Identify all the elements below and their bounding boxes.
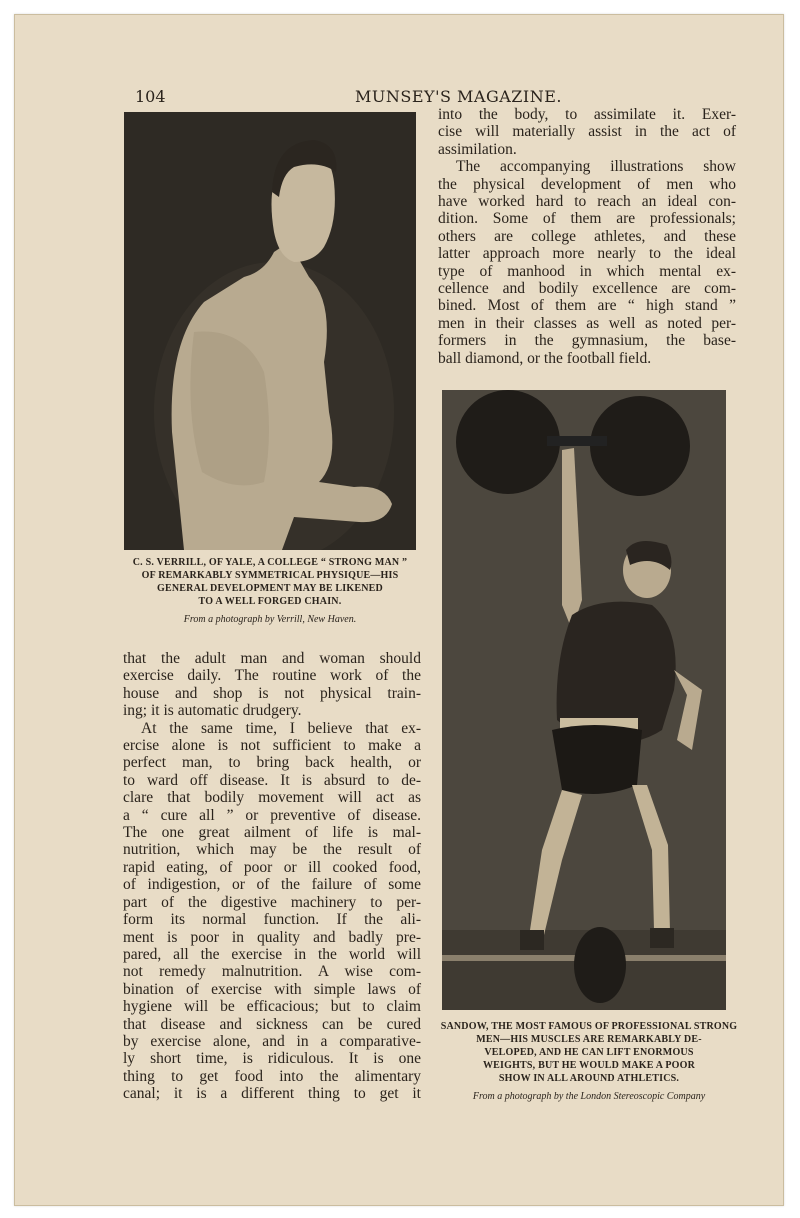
text-line: ly short time, is ridiculous. It is one [123, 1050, 421, 1068]
right-column-text [438, 106, 736, 367]
text-line: ball diamond, or the football field. [438, 349, 652, 367]
text-line: dition. Some of them are professionals; [438, 210, 736, 228]
text-line: rapid eating, of poor or ill cooked food, [123, 858, 421, 876]
text-line: cellence and bodily excellence are com- [438, 280, 736, 298]
verrill-photograph [124, 112, 416, 550]
text-line: ing; it is automatic drudgery. [123, 702, 302, 720]
text-line: perfect man, to bring back health, or [123, 754, 421, 772]
caption-line: SANDOW, THE MOST FAMOUS OF PROFESSIONAL STRONG [440, 1021, 738, 1032]
text-line: canal; it is a different thing to get it [123, 1085, 421, 1103]
text-line: not remedy malnutrition. A wise com- [123, 963, 421, 981]
photo-credit: From a photograph by Verrill, New Haven. [183, 614, 357, 625]
caption-line: C. S. VERRILL, OF YALE, A COLLEGE “ STRONG MAN ” [132, 557, 408, 568]
text-line: clare that bodily movement will act as [123, 789, 421, 807]
text-line: men in their classes as well as noted per- [438, 314, 736, 332]
text-line: form its normal function. If the ali- [123, 911, 421, 929]
text-line: The one great ailment of life is mal- [123, 824, 421, 842]
text-line: of indigestion, or of the failure of some [123, 876, 421, 894]
text-line: part of the digestive machinery to per- [123, 893, 421, 911]
caption-line: TO A WELL FORGED CHAIN. [198, 596, 342, 607]
text-line: formers in the gymnasium, the base- [438, 332, 736, 350]
text-line: The accompanying illustrations show [456, 158, 736, 176]
text-line: cise will materially assist in the act of [438, 123, 736, 141]
caption-line: VELOPED, AND HE CAN LIFT ENORMOUS [484, 1047, 694, 1058]
text-line: pared, all the exercise in the world will [123, 945, 421, 963]
text-line: have worked hard to reach an ideal con- [438, 193, 736, 211]
text-line: a “ cure all ” or preventive of disease. [123, 806, 421, 824]
text-line: nutrition, which may be the result of [123, 841, 421, 859]
text-line: ercise alone is not sufficient to make a [123, 737, 421, 755]
photo-credit: From a photograph by the London Stereoscopic Company [472, 1091, 706, 1102]
text-line: into the body, to assimilate it. Exer- [438, 106, 736, 123]
left-column-text [123, 650, 421, 1103]
caption-line: OF REMARKABLY SYMMETRICAL PHYSIQUE—HIS [141, 570, 399, 581]
sandow-photograph [442, 390, 726, 1010]
magazine-title: MUNSEY'S MAGAZINE. [355, 87, 562, 106]
text-line: At the same time, I believe that ex- [141, 719, 421, 737]
caption-line: WEIGHTS, BUT HE WOULD MAKE A POOR [482, 1060, 696, 1071]
text-line: ment is poor in quality and badly pre- [123, 928, 421, 946]
text-line: hygiene will be efficacious; but to claim [123, 998, 421, 1016]
text-line: bination of exercise with simple laws of [123, 980, 421, 998]
text-line: others are college athletes, and these [438, 227, 736, 245]
caption-line: MEN—HIS MUSCLES ARE REMARKABLY DE- [476, 1034, 702, 1045]
text-line: that disease and sickness can be cured [123, 1015, 421, 1033]
text-line: bined. Most of them are “ high stand ” [438, 297, 736, 315]
verrill-caption [124, 556, 416, 626]
text-line: latter approach more nearly to the ideal [438, 245, 736, 263]
sandow-caption [438, 1020, 740, 1103]
text-line: type of manhood in which mental ex- [438, 262, 736, 280]
page-number: 104 [135, 87, 166, 106]
caption-line: SHOW IN ALL AROUND ATHLETICS. [498, 1073, 680, 1084]
text-line: house and shop is not physical train- [123, 684, 421, 702]
text-line: exercise daily. The routine work of the [123, 667, 421, 685]
text-line: assimilation. [438, 140, 517, 158]
text-line: that the adult man and woman should [123, 650, 421, 667]
text-line: by exercise alone, and in a comparative- [123, 1032, 421, 1050]
text-line: the physical development of men who [438, 175, 736, 193]
text-line: to ward off disease. It is absurd to de- [123, 771, 421, 789]
caption-line: GENERAL DEVELOPMENT MAY BE LIKENED [157, 583, 383, 594]
text-line: thing to get food into the alimentary [123, 1067, 421, 1085]
